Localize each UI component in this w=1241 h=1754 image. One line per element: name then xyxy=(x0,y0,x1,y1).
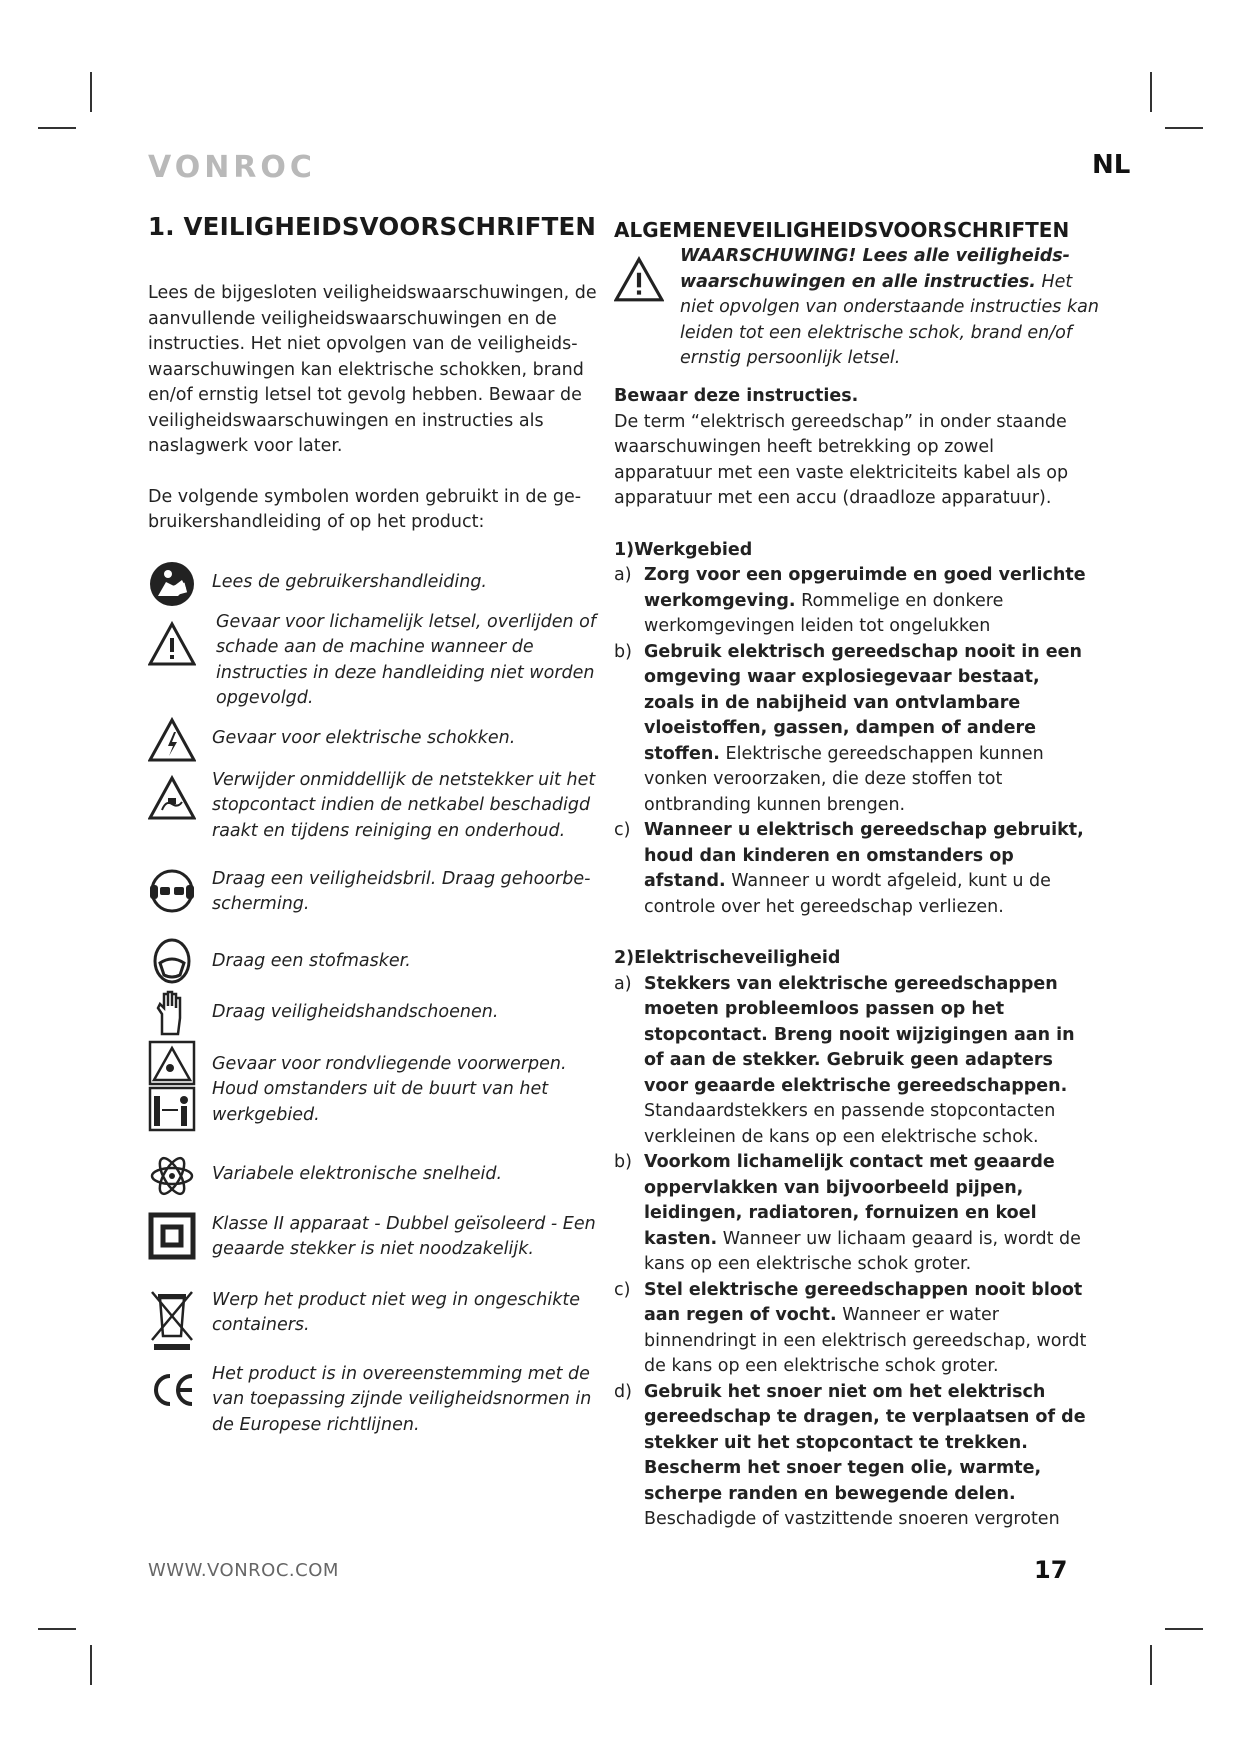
intro-paragraph: Lees de bijgesloten veiligheidswaarschuwingen, de aanvullende veiligheidswaarschuwingen en de instructies. Het niet opvolgen van de veiligheids- waarschuwingen kan elektrische schokken, brand en/of ernstig letsel tot gevolg hebben. Bewaar de veiligheidswaarschuwingen en instructies als naslagwerk voor later. xyxy=(148,283,597,456)
class-ii-icon xyxy=(148,1212,196,1260)
list-item: c) Stel elektrische gereedschappen nooit bloot aan regen of vocht. Wanneer er water binnendringt in een elektrisch gereedschap, wordt de kans op een elektrische schok groter. xyxy=(614,1279,1087,1376)
crop-mark xyxy=(1150,1645,1152,1685)
gloves-icon xyxy=(148,988,196,1036)
read-manual-icon xyxy=(148,560,196,608)
list-item: a) Stekkers van elektrische gereedschappen moeten probleemloos passen op het stopcontact. Breng nooit wijzigingen aan in of aan de stekker. Gebruik geen adapters voor geaarde elektrische gereedschappen. Standaardstekkers en passende stopcontacten verkleinen de kans op een elektrische schok. xyxy=(614,973,1075,1147)
ce-mark-icon xyxy=(148,1366,196,1414)
symbol-text: Het product is in overeenstemming met de van toepassing zijnde veiligheidsnormen in de Europese richtlijnen. xyxy=(212,1363,592,1435)
list-item: b) Gebruik elektrisch gereedschap nooit in een omgeving waar explosiegevaar bestaat, zoals in de nabijheid van ontvlambare vloeistoffen, gassen, dampen of andere stoffen. Elektrische gereedschappen kunnen vonken veroorzaken, die deze stoffen tot ontbranding kunnen brengen. xyxy=(614,641,1082,815)
general-safety-heading: ALGEMENEVEILIGHEIDSVOORSCHRIFTEN xyxy=(614,218,1070,242)
symbol-text: Gevaar voor lichamelijk letsel, overlijden of schade aan de machine wanneer de instructies in deze handleiding niet worden opgevolgd. xyxy=(216,611,597,708)
unplug-icon xyxy=(148,774,196,822)
symbol-text: Draag veiligheidshandschoenen. xyxy=(212,1001,499,1022)
crop-mark xyxy=(1165,1628,1203,1630)
flying-objects-icon xyxy=(148,1040,196,1132)
electric-shock-icon xyxy=(148,716,196,764)
list-item: d) Gebruik het snoer niet om het elektrisch gereedschap te dragen, te verplaatsen of de stekker uit het stopcontact te trekken. Bescherm het snoer tegen olie, warmte, scherpe randen en bewegende delen. Beschadigde of vastzittende snoeren vergroten xyxy=(614,1381,1086,1529)
keep-instructions-text: De term “elektrisch gereedschap” in onder staande waarschuwingen heeft betrekking op zowel apparatuur met een vaste elektriciteits kabel als op apparatuur met een accu (draadloze apparatuur). xyxy=(614,411,1069,508)
symbol-text: Verwijder onmiddellijk de netstekker uit het stopcontact indien de netkabel beschadigd raakt en tijdens reiniging en onderhoud. xyxy=(212,769,596,841)
right-column xyxy=(614,218,1099,1533)
language-code: NL xyxy=(1092,150,1131,180)
dust-mask-icon xyxy=(148,937,196,985)
keep-instructions-title: Bewaar deze instructies. xyxy=(614,386,859,406)
warning-block xyxy=(614,244,1099,384)
crop-mark xyxy=(90,72,92,112)
warning-bold: WAARSCHUWING! Lees alle veiligheids- waarschuwingen en alle instructies. xyxy=(680,246,1070,292)
brand-logo: VONROC xyxy=(148,150,316,185)
page-number: 17 xyxy=(1034,1556,1068,1584)
list-item: c) Wanneer u elektrisch gereedschap gebruikt, houd dan kinderen en omstanders op afstand. Wanneer u wordt afgeleid, kunt u de controle over het gereedschap verliezen. xyxy=(614,820,1084,917)
symbol-text: Variabele elektronische snelheid. xyxy=(212,1163,503,1184)
crop-mark xyxy=(90,1645,92,1685)
crop-mark xyxy=(1165,127,1203,129)
warning-rest: Het niet opvolgen van onderstaande instructies kan leiden tot een elektrische schok, brand en/of ernstig persoonlijk letsel. xyxy=(680,271,1099,368)
list-item: b) Voorkom lichamelijk contact met geaarde oppervlakken van bijvoorbeeld pijpen, leidingen, radiatoren, fornuizen en koel kasten. Wanneer uw lichaam geaard is, wordt de kans op een elektrische schok groter. xyxy=(614,1152,1081,1274)
symbol-text: Lees de gebruikershandleiding. xyxy=(212,571,487,592)
section-title: 1)Werkgebied xyxy=(614,539,753,560)
crop-mark xyxy=(38,127,76,129)
crop-mark xyxy=(1150,72,1152,112)
warning-icon xyxy=(614,256,664,302)
footer-url: WWW.VONROC.COM xyxy=(148,1560,339,1581)
warning-text xyxy=(680,244,1100,372)
warning-icon xyxy=(148,620,196,668)
symbol-text: Werp het product niet weg in ongeschikte containers. xyxy=(212,1289,581,1335)
section-title: 2)Elektrischeveiligheid xyxy=(614,948,841,968)
crop-mark xyxy=(38,1628,76,1630)
left-column xyxy=(148,212,600,1436)
goggles-earmuffs-icon xyxy=(148,867,196,915)
symbol-text: Draag een stofmasker. xyxy=(212,950,411,971)
symbol-text: Draag een veiligheidsbril. Draag gehoorbe- scherming. xyxy=(212,868,591,914)
section-heading: 1. VEILIGHEIDSVOORSCHRIFTEN xyxy=(148,212,597,241)
symbols-intro: De volgende symbolen worden gebruikt in de ge- bruikershandleiding of op het product: xyxy=(148,486,582,532)
symbol-text: Gevaar voor elektrische schokken. xyxy=(212,727,516,748)
weee-bin-icon xyxy=(148,1288,196,1352)
symbol-list xyxy=(148,536,600,1436)
list-item: a) Zorg voor een opgeruimde en goed verlichte werkomgeving. Rommelige en donkere werkomgevingen leiden tot ongelukken xyxy=(614,565,1086,636)
symbol-text: Gevaar voor rondvliegende voorwerpen. Houd omstanders uit de buurt van het werkgebied. xyxy=(212,1053,567,1125)
variable-speed-icon xyxy=(148,1152,196,1200)
symbol-text: Klasse II apparaat - Dubbel geïsoleerd - Een geaarde stekker is niet noodzakelijk. xyxy=(212,1213,596,1259)
